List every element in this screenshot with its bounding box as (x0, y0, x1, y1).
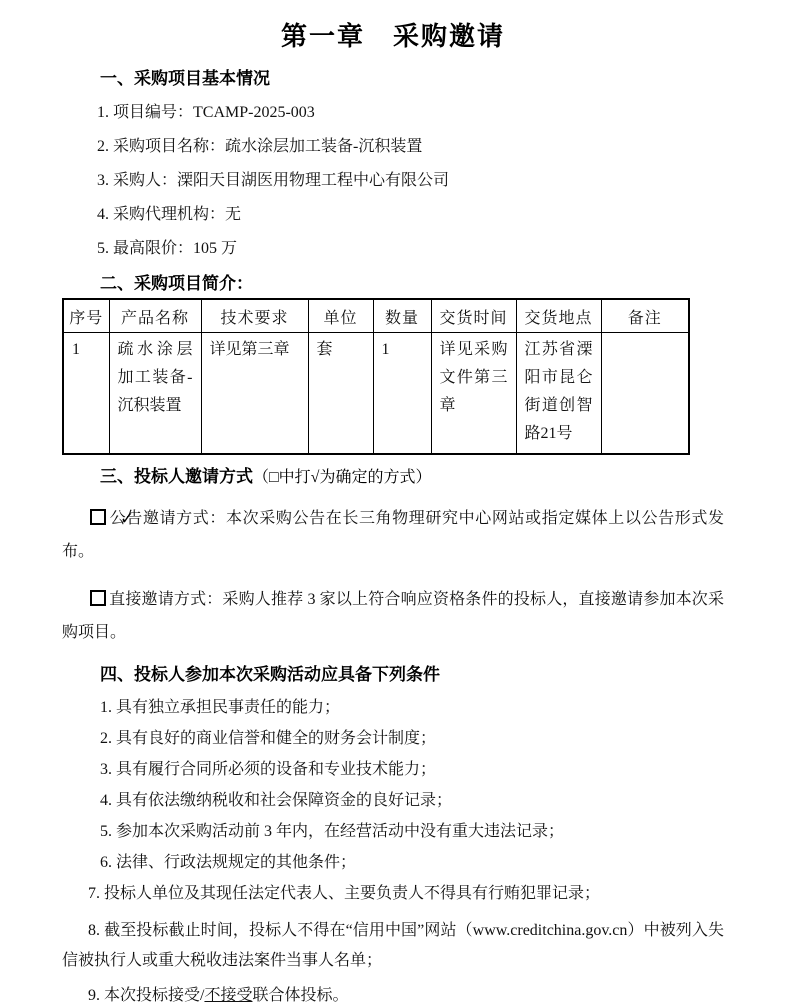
list-item: 1. 项目编号：TCAMP-2025-003 (97, 104, 315, 121)
list-item: 3. 采购人：溧阳天目湖医用物理工程中心有限公司 (97, 172, 450, 189)
table-header-cell: 数量 (373, 299, 431, 333)
product-table (62, 298, 690, 455)
table-cell-delivery-place: 江苏省溧阳市昆仑街道创智路21号 (516, 333, 601, 455)
table-header-cell: 技术要求 (201, 299, 308, 333)
list-item: 3. 具有履行合同所必须的设备和专业技术能力； (100, 761, 437, 778)
list-item: 4. 具有依法缴纳税收和社会保障资金的良好记录； (100, 792, 453, 809)
invitation-option-direct (62, 583, 724, 649)
table-cell-seq: 1 (63, 333, 109, 455)
list-item: 5. 参加本次采购活动前 3 年内，在经营活动中没有重大违法记录； (100, 823, 565, 840)
item9-prefix: 9. 本次投标接受/ (88, 987, 205, 1004)
item9-underlined-text: 不接受 (204, 987, 253, 1004)
invitation-option-public (62, 502, 724, 568)
list-item: 2. 采购项目名称：疏水涂层加工装备-沉积装置 (97, 138, 423, 155)
section1-heading: 一、采购项目基本情况 (100, 69, 270, 88)
table-header-cell: 备注 (601, 299, 689, 333)
table-row (63, 333, 689, 455)
table-header-cell: 产品名称 (109, 299, 201, 333)
section3-heading-note: （□中打√为确定的方式） (253, 469, 432, 486)
invitation-option-direct-text: 直接邀请方式：采购人推荐 3 家以上符合响应资格条件的投标人，直接邀请参加本次采购项目。 (62, 591, 724, 641)
section2-heading: 二、采购项目简介： (100, 274, 253, 293)
table-cell-qty: 1 (373, 333, 431, 455)
list-item: 2. 具有良好的商业信誉和健全的财务会计制度； (100, 730, 437, 747)
table-header-cell: 交货地点 (516, 299, 601, 333)
item9-suffix: 联合体投标。 (252, 987, 349, 1004)
list-item: 4. 采购代理机构：无 (97, 206, 242, 223)
list-item: 8. 截至投标截止时间，投标人不得在“信用中国”网站（www.creditchina.gov.cn）中被列入失信被执行人或重大税收违法案件当事人名单； (62, 922, 724, 969)
table-cell-unit: 套 (308, 333, 373, 455)
list-item: 6. 法律、行政法规规定的其他条件； (100, 854, 357, 871)
table-cell-delivery-time: 详见采购文件第三章 (431, 333, 516, 455)
table-cell-tech: 详见第三章 (201, 333, 308, 455)
list-item: 5. 最高限价：105 万 (97, 240, 238, 257)
table-header-cell: 序号 (63, 299, 109, 333)
checked-checkbox-icon (90, 509, 106, 525)
table-cell-remark (601, 333, 689, 455)
table-header-row (63, 299, 689, 333)
list-item: 1. 具有独立承担民事责任的能力； (100, 699, 341, 716)
section3-heading (62, 467, 724, 487)
table-cell-product: 疏水涂层加工装备-沉积装置 (109, 333, 201, 455)
page-title: 第一章 采购邀请 (280, 22, 505, 51)
section4-heading: 四、投标人参加本次采购活动应具备下列条件 (100, 665, 440, 684)
invitation-option-public-text: 公告邀请方式：本次采购公告在长三角物理研究中心网站或指定媒体上以公告形式发布。 (62, 510, 724, 560)
list-item-9 (62, 987, 724, 1005)
section3-heading-text: 三、投标人邀请方式 (100, 467, 253, 486)
list-item: 7. 投标人单位及其现任法定代表人、主要负责人不得具有行贿犯罪记录； (88, 885, 601, 902)
table-header-cell: 交货时间 (431, 299, 516, 333)
table-header-cell: 单位 (308, 299, 373, 333)
unchecked-checkbox-icon (90, 590, 106, 606)
